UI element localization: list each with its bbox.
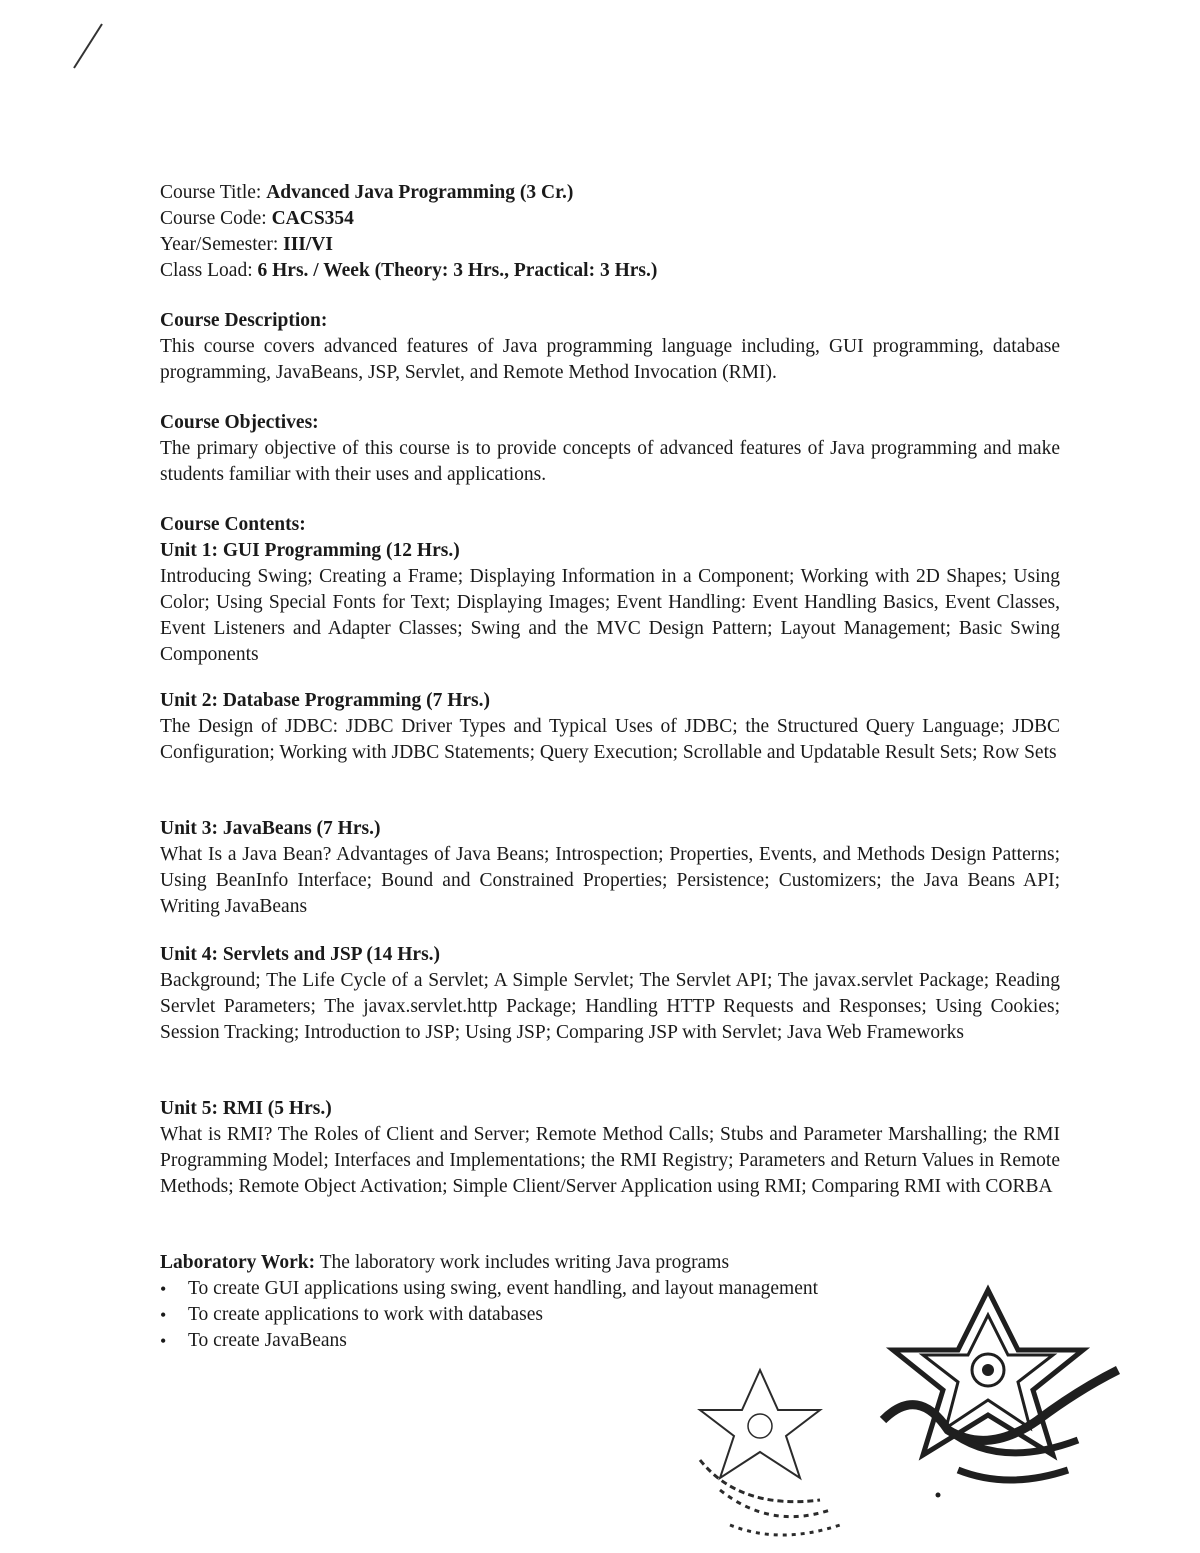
contents-heading: Course Contents: <box>160 514 306 535</box>
course-description <box>160 308 1060 386</box>
unit-1 <box>160 538 1060 668</box>
unit-title: Unit 5: RMI (5 Hrs.) <box>160 1098 332 1119</box>
description-text: This course covers advanced features of Java programming language including, GUI programming, database programming, JavaBeans, JSP, Servlet, and Remote Method Invocation (RMI). <box>160 336 1060 383</box>
pen-mark <box>68 22 108 72</box>
laboratory-work <box>160 1250 920 1354</box>
unit-title: Unit 3: JavaBeans (7 Hrs.) <box>160 818 381 839</box>
lab-list <box>160 1276 920 1354</box>
unit-title: Unit 2: Database Programming (7 Hrs.) <box>160 690 491 711</box>
list-item: • To create GUI applications using swing, event handling, and layout management <box>160 1276 920 1302</box>
academic-council-seal <box>878 1280 1128 1510</box>
course-contents-heading-block <box>160 512 1060 538</box>
course-code-line: Course Code: CACS354 <box>160 208 354 229</box>
unit-text: Introducing Swing; Creating a Frame; Displaying Information in a Component; Working with 2D Shapes; Using Color; Using Special Fonts for Text; Displaying Images; Event Handling: Event Handling Basics, Event Classes, Event Listeners and Adapter Classes; Swing and the MVC Design Pattern; Layout Management; Basic Swing Components <box>160 566 1060 665</box>
objectives-heading: Course Objectives: <box>160 412 319 433</box>
course-header <box>160 180 1060 284</box>
list-item: • To create applications to work with databases <box>160 1302 920 1328</box>
unit-title: Unit 4: Servlets and JSP (14 Hrs.) <box>160 944 441 965</box>
course-title: Advanced Java Programming (3 Cr.) <box>266 182 574 203</box>
unit-2 <box>160 688 1060 766</box>
year-semester: III/VI <box>283 234 333 255</box>
unit-4 <box>160 942 1060 1046</box>
lab-intro-line <box>160 1250 920 1276</box>
lab-intro: The laboratory work includes writing Java programs <box>319 1252 730 1273</box>
faculty-office-seal <box>680 1350 880 1550</box>
unit-text: What is RMI? The Roles of Client and Server; Remote Method Calls; Stubs and Parameter Marshalling; the RMI Programming Model; Interfaces and Implementations; the RMI Registry; Parameters and Return Values in Remote Methods; Remote Object Activation; Simple Client/Server Application using RMI; Comparing RMI with CORBA <box>160 1124 1060 1197</box>
course-title-line: Course Title: Advanced Java Programming (3 Cr.) <box>160 182 574 203</box>
unit-text: Background; The Life Cycle of a Servlet; A Simple Servlet; The Servlet API; The javax.servlet Package; Reading Servlet Parameters; The javax.servlet.http Package; Handling HTTP Requests and Responses; Using Cookies; Session Tracking; Introduction to JSP; Using JSP; Comparing JSP with Servlet; Java Web Frameworks <box>160 970 1060 1043</box>
year-semester-line: Year/Semester: III/VI <box>160 234 333 255</box>
unit-5 <box>160 1096 1060 1200</box>
class-load-line: Class Load: 6 Hrs. / Week (Theory: 3 Hrs., Practical: 3 Hrs.) <box>160 260 658 281</box>
description-heading: Course Description: <box>160 310 328 331</box>
objectives-text: The primary objective of this course is to provide concepts of advanced features of Java programming and make students familiar with their uses and applications. <box>160 438 1060 485</box>
class-load: 6 Hrs. / Week (Theory: 3 Hrs., Practical: 3 Hrs.) <box>257 260 658 281</box>
list-item: • To create JavaBeans <box>160 1328 920 1354</box>
course-objectives <box>160 410 1060 488</box>
unit-text: The Design of JDBC: JDBC Driver Types and Typical Uses of JDBC; the Structured Query Language; JDBC Configuration; Working with JDBC Statements; Query Execution; Scrollable and Updatable Result Sets; Row Sets <box>160 716 1060 763</box>
lab-label: Laboratory Work: <box>160 1252 316 1273</box>
unit-3 <box>160 816 1060 920</box>
unit-text: What Is a Java Bean? Advantages of Java Beans; Introspection; Properties, Events, and Methods Design Patterns; Using BeanInfo Interface; Bound and Constrained Properties; Persistence; Customizers; the Java Beans API; Writing JavaBeans <box>160 844 1060 917</box>
unit-title: Unit 1: GUI Programming (12 Hrs.) <box>160 540 460 561</box>
course-code: CACS354 <box>271 208 354 229</box>
